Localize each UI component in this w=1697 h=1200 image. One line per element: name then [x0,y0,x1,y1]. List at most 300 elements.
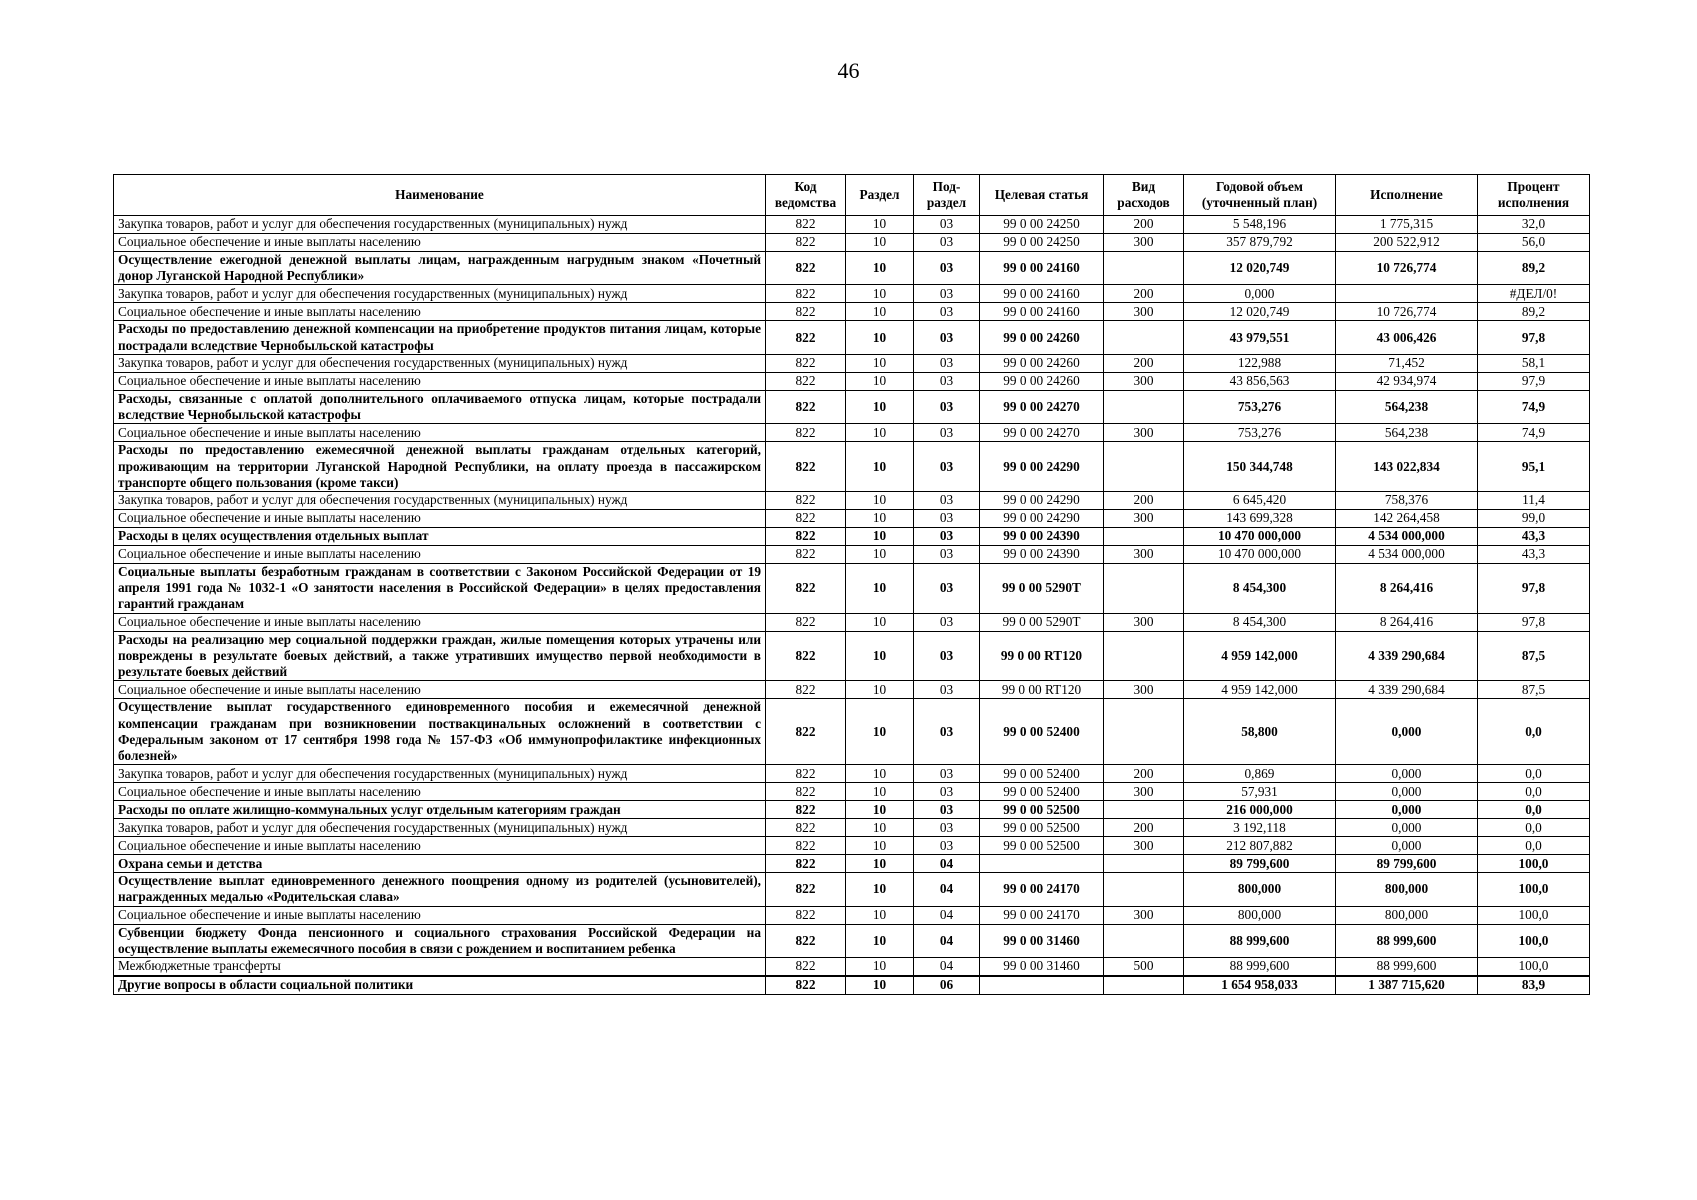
cell-expense-type [1104,631,1184,681]
cell-expense-type [1104,563,1184,613]
cell-execution: 0,000 [1336,837,1478,855]
table-row [114,873,1590,906]
cell-plan: 0,869 [1184,765,1336,783]
cell-target: 99 0 00 52500 [980,801,1104,819]
cell-execution: 88 999,600 [1336,958,1478,977]
table-body [114,216,1590,995]
budget-table [113,174,1590,995]
cell-subsection: 04 [914,855,980,873]
cell-expense-type [1104,527,1184,545]
cell-percent: 99,0 [1478,509,1590,527]
cell-execution: 800,000 [1336,906,1478,924]
cell-subsection: 03 [914,837,980,855]
cell-name: Межбюджетные трансферты [114,958,766,977]
cell-target: 99 0 00 RT120 [980,681,1104,699]
cell-dept-code: 822 [766,613,846,631]
cell-name: Социальное обеспечение и иные выплаты населению [114,424,766,442]
cell-execution: 4 534 000,000 [1336,527,1478,545]
cell-percent: 0,0 [1478,819,1590,837]
cell-dept-code: 822 [766,285,846,303]
table-row [114,976,1590,995]
cell-name: Социальное обеспечение и иные выплаты населению [114,509,766,527]
cell-section: 10 [846,354,914,372]
cell-percent: 74,9 [1478,390,1590,423]
cell-percent: 11,4 [1478,491,1590,509]
cell-section: 10 [846,527,914,545]
cell-percent: 56,0 [1478,234,1590,252]
cell-plan: 0,000 [1184,285,1336,303]
cell-expense-type: 300 [1104,234,1184,252]
cell-target: 99 0 00 24390 [980,527,1104,545]
cell-target: 99 0 00 24160 [980,303,1104,321]
table-row [114,837,1590,855]
cell-name: Расходы, связанные с оплатой дополнительного оплачиваемого отпуска лицам, которые пострадали вследствие Чернобыльской катастрофы [114,390,766,423]
cell-plan: 212 807,882 [1184,837,1336,855]
cell-execution: 0,000 [1336,819,1478,837]
cell-percent: #ДЕЛ/0! [1478,285,1590,303]
header-expense-type: Вид расходов [1104,175,1184,216]
table-row [114,545,1590,563]
cell-plan: 1 654 958,033 [1184,976,1336,995]
cell-plan: 89 799,600 [1184,855,1336,873]
cell-name: Закупка товаров, работ и услуг для обеспечения государственных (муниципальных) нужд [114,354,766,372]
cell-section: 10 [846,958,914,977]
cell-dept-code: 822 [766,390,846,423]
cell-name: Расходы по предоставлению денежной компенсации на приобретение продуктов питания лицам, которые пострадали вследствие Чернобыльской катастрофы [114,321,766,354]
cell-dept-code: 822 [766,958,846,977]
cell-name: Расходы в целях осуществления отдельных выплат [114,527,766,545]
cell-name: Социальное обеспечение и иные выплаты населению [114,234,766,252]
cell-target: 99 0 00 52400 [980,783,1104,801]
cell-plan: 8 454,300 [1184,563,1336,613]
cell-target: 99 0 00 24260 [980,354,1104,372]
cell-execution: 0,000 [1336,765,1478,783]
table-row [114,783,1590,801]
cell-section: 10 [846,442,914,492]
cell-dept-code: 822 [766,765,846,783]
cell-expense-type: 200 [1104,765,1184,783]
cell-target: 99 0 00 5290Т [980,613,1104,631]
cell-section: 10 [846,765,914,783]
table-row [114,354,1590,372]
cell-expense-type [1104,321,1184,354]
cell-section: 10 [846,924,914,957]
cell-dept-code: 822 [766,354,846,372]
cell-target: 99 0 00 24170 [980,873,1104,906]
cell-name: Социальное обеспечение и иные выплаты населению [114,372,766,390]
cell-subsection: 03 [914,509,980,527]
cell-dept-code: 822 [766,873,846,906]
cell-percent: 100,0 [1478,873,1590,906]
cell-target: 99 0 00 31460 [980,924,1104,957]
cell-dept-code: 822 [766,801,846,819]
cell-section: 10 [846,699,914,765]
cell-percent: 58,1 [1478,354,1590,372]
cell-plan: 10 470 000,000 [1184,545,1336,563]
table-row [114,924,1590,957]
table-row [114,321,1590,354]
cell-section: 10 [846,631,914,681]
cell-expense-type [1104,699,1184,765]
cell-plan: 10 470 000,000 [1184,527,1336,545]
cell-subsection: 03 [914,801,980,819]
table-row [114,390,1590,423]
cell-name: Охрана семьи и детства [114,855,766,873]
cell-dept-code: 822 [766,442,846,492]
header-plan: Годовой объем (уточненный план) [1184,175,1336,216]
cell-name: Социальные выплаты безработным гражданам в соответствии с Законом Российской Федерации от 19 апреля 1991 года № 1032-1 «О занятости населения в Российской Федерации» в целях предоставления гарантий гражданам [114,563,766,613]
cell-subsection: 03 [914,424,980,442]
cell-execution: 10 726,774 [1336,252,1478,285]
cell-execution: 8 264,416 [1336,563,1478,613]
cell-section: 10 [846,252,914,285]
cell-expense-type [1104,924,1184,957]
cell-target: 99 0 00 31460 [980,958,1104,977]
table-row [114,801,1590,819]
cell-plan: 753,276 [1184,390,1336,423]
table-row [114,681,1590,699]
table-row [114,285,1590,303]
cell-subsection: 03 [914,527,980,545]
cell-plan: 143 699,328 [1184,509,1336,527]
cell-subsection: 04 [914,958,980,977]
cell-target: 99 0 00 24290 [980,491,1104,509]
cell-execution: 0,000 [1336,801,1478,819]
cell-percent: 0,0 [1478,837,1590,855]
cell-subsection: 04 [914,924,980,957]
cell-target: 99 0 00 52400 [980,699,1104,765]
table-row [114,819,1590,837]
cell-expense-type: 200 [1104,285,1184,303]
cell-subsection: 03 [914,285,980,303]
cell-name: Социальное обеспечение и иные выплаты населению [114,906,766,924]
table-row [114,855,1590,873]
table-row [114,613,1590,631]
cell-plan: 150 344,748 [1184,442,1336,492]
cell-expense-type: 300 [1104,545,1184,563]
table-row [114,372,1590,390]
cell-dept-code: 822 [766,321,846,354]
cell-percent: 97,8 [1478,563,1590,613]
cell-name: Другие вопросы в области социальной политики [114,976,766,995]
cell-expense-type [1104,801,1184,819]
table-row [114,563,1590,613]
table-row [114,424,1590,442]
cell-plan: 43 979,551 [1184,321,1336,354]
cell-percent: 0,0 [1478,801,1590,819]
cell-section: 10 [846,837,914,855]
cell-dept-code: 822 [766,906,846,924]
cell-section: 10 [846,819,914,837]
cell-subsection: 03 [914,563,980,613]
cell-percent: 32,0 [1478,216,1590,234]
cell-section: 10 [846,613,914,631]
cell-plan: 12 020,749 [1184,252,1336,285]
cell-expense-type: 200 [1104,354,1184,372]
cell-dept-code: 822 [766,216,846,234]
table-row [114,765,1590,783]
cell-plan: 4 959 142,000 [1184,681,1336,699]
cell-name: Осуществление выплат единовременного денежного поощрения одному из родителей (усыновителей), награжденных медалью «Родительская слава» [114,873,766,906]
cell-dept-code: 822 [766,509,846,527]
cell-dept-code: 822 [766,424,846,442]
cell-section: 10 [846,372,914,390]
header-percent: Процент исполнения [1478,175,1590,216]
cell-name: Социальное обеспечение и иные выплаты населению [114,303,766,321]
cell-target: 99 0 00 24160 [980,252,1104,285]
table-row [114,234,1590,252]
cell-target [980,855,1104,873]
cell-section: 10 [846,681,914,699]
cell-target: 99 0 00 52500 [980,819,1104,837]
cell-dept-code: 822 [766,837,846,855]
cell-dept-code: 822 [766,699,846,765]
cell-subsection: 03 [914,372,980,390]
cell-expense-type [1104,390,1184,423]
cell-execution: 142 264,458 [1336,509,1478,527]
cell-plan: 216 000,000 [1184,801,1336,819]
cell-expense-type: 300 [1104,303,1184,321]
cell-percent: 100,0 [1478,855,1590,873]
cell-percent: 43,3 [1478,545,1590,563]
cell-expense-type [1104,976,1184,995]
table-header [114,175,1590,216]
cell-name: Расходы по оплате жилищно-коммунальных услуг отдельным категориям граждан [114,801,766,819]
cell-percent: 95,1 [1478,442,1590,492]
cell-subsection: 03 [914,252,980,285]
cell-plan: 88 999,600 [1184,924,1336,957]
cell-section: 10 [846,801,914,819]
table-row [114,216,1590,234]
cell-target: 99 0 00 24390 [980,545,1104,563]
cell-plan: 753,276 [1184,424,1336,442]
cell-name: Закупка товаров, работ и услуг для обеспечения государственных (муниципальных) нужд [114,491,766,509]
cell-percent: 89,2 [1478,303,1590,321]
cell-execution: 88 999,600 [1336,924,1478,957]
cell-target: 99 0 00 52500 [980,837,1104,855]
cell-name: Социальное обеспечение и иные выплаты населению [114,681,766,699]
cell-name: Социальное обеспечение и иные выплаты населению [114,545,766,563]
cell-target: 99 0 00 52400 [980,765,1104,783]
cell-target: 99 0 00 24250 [980,234,1104,252]
cell-percent: 89,2 [1478,252,1590,285]
table-row [114,303,1590,321]
cell-plan: 800,000 [1184,906,1336,924]
cell-percent: 100,0 [1478,906,1590,924]
cell-dept-code: 822 [766,234,846,252]
cell-plan: 4 959 142,000 [1184,631,1336,681]
cell-execution [1336,285,1478,303]
cell-percent: 100,0 [1478,958,1590,977]
cell-dept-code: 822 [766,303,846,321]
cell-name: Закупка товаров, работ и услуг для обеспечения государственных (муниципальных) нужд [114,765,766,783]
cell-percent: 43,3 [1478,527,1590,545]
cell-subsection: 03 [914,765,980,783]
cell-subsection: 04 [914,873,980,906]
cell-dept-code: 822 [766,819,846,837]
cell-target: 99 0 00 24260 [980,372,1104,390]
cell-expense-type: 200 [1104,216,1184,234]
cell-name: Закупка товаров, работ и услуг для обеспечения государственных (муниципальных) нужд [114,285,766,303]
cell-percent: 0,0 [1478,765,1590,783]
table-row [114,509,1590,527]
cell-plan: 122,988 [1184,354,1336,372]
cell-expense-type: 300 [1104,509,1184,527]
header-dept-code: Код ведомства [766,175,846,216]
cell-execution: 8 264,416 [1336,613,1478,631]
cell-name: Расходы на реализацию мер социальной поддержки граждан, жилые помещения которых утрачены или повреждены в результате боевых действий, а также утративших имущество первой необходимости в результате боевых действий [114,631,766,681]
cell-execution: 1 387 715,620 [1336,976,1478,995]
cell-expense-type: 300 [1104,906,1184,924]
cell-dept-code: 822 [766,527,846,545]
cell-expense-type [1104,442,1184,492]
cell-dept-code: 822 [766,855,846,873]
cell-expense-type: 300 [1104,783,1184,801]
cell-execution: 1 775,315 [1336,216,1478,234]
cell-section: 10 [846,491,914,509]
cell-dept-code: 822 [766,491,846,509]
cell-percent: 97,9 [1478,372,1590,390]
cell-section: 10 [846,545,914,563]
cell-target: 99 0 00 24290 [980,509,1104,527]
cell-subsection: 03 [914,234,980,252]
cell-execution: 4 339 290,684 [1336,631,1478,681]
cell-percent: 97,8 [1478,613,1590,631]
cell-section: 10 [846,390,914,423]
cell-target: 99 0 00 24290 [980,442,1104,492]
cell-dept-code: 822 [766,563,846,613]
cell-name: Социальное обеспечение и иные выплаты населению [114,837,766,855]
cell-execution: 143 022,834 [1336,442,1478,492]
cell-plan: 12 020,749 [1184,303,1336,321]
cell-expense-type: 300 [1104,837,1184,855]
cell-execution: 564,238 [1336,390,1478,423]
cell-section: 10 [846,303,914,321]
cell-subsection: 03 [914,442,980,492]
cell-section: 10 [846,783,914,801]
cell-section: 10 [846,285,914,303]
cell-expense-type: 200 [1104,819,1184,837]
cell-execution: 758,376 [1336,491,1478,509]
cell-subsection: 03 [914,321,980,354]
cell-plan: 8 454,300 [1184,613,1336,631]
cell-dept-code: 822 [766,783,846,801]
cell-execution: 42 934,974 [1336,372,1478,390]
cell-execution: 4 534 000,000 [1336,545,1478,563]
cell-plan: 6 645,420 [1184,491,1336,509]
cell-target: 99 0 00 24170 [980,906,1104,924]
cell-subsection: 03 [914,613,980,631]
cell-execution: 43 006,426 [1336,321,1478,354]
cell-name: Социальное обеспечение и иные выплаты населению [114,783,766,801]
cell-name: Осуществление ежегодной денежной выплаты лицам, награжденным нагрудным знаком «Почетный донор Луганской Народной Республики» [114,252,766,285]
cell-subsection: 03 [914,819,980,837]
cell-subsection: 03 [914,390,980,423]
cell-expense-type [1104,855,1184,873]
cell-execution: 564,238 [1336,424,1478,442]
cell-plan: 43 856,563 [1184,372,1336,390]
cell-expense-type [1104,252,1184,285]
header-execution: Исполнение [1336,175,1478,216]
cell-percent: 83,9 [1478,976,1590,995]
cell-subsection: 06 [914,976,980,995]
cell-plan: 800,000 [1184,873,1336,906]
cell-plan: 3 192,118 [1184,819,1336,837]
cell-dept-code: 822 [766,976,846,995]
cell-execution: 800,000 [1336,873,1478,906]
table-row [114,958,1590,977]
cell-subsection: 03 [914,491,980,509]
cell-percent: 87,5 [1478,681,1590,699]
cell-execution: 0,000 [1336,699,1478,765]
table-row [114,527,1590,545]
table-row [114,252,1590,285]
cell-expense-type: 300 [1104,613,1184,631]
cell-target: 99 0 00 5290Т [980,563,1104,613]
cell-percent: 97,8 [1478,321,1590,354]
cell-execution: 10 726,774 [1336,303,1478,321]
cell-section: 10 [846,563,914,613]
cell-percent: 100,0 [1478,924,1590,957]
cell-section: 10 [846,873,914,906]
cell-dept-code: 822 [766,924,846,957]
cell-subsection: 04 [914,906,980,924]
cell-section: 10 [846,976,914,995]
cell-subsection: 03 [914,783,980,801]
cell-name: Закупка товаров, работ и услуг для обеспечения государственных (муниципальных) нужд [114,216,766,234]
table-row [114,906,1590,924]
cell-target: 99 0 00 24160 [980,285,1104,303]
cell-plan: 357 879,792 [1184,234,1336,252]
header-section: Раздел [846,175,914,216]
cell-section: 10 [846,424,914,442]
cell-section: 10 [846,321,914,354]
cell-execution: 0,000 [1336,783,1478,801]
cell-name: Субвенции бюджету Фонда пенсионного и социального страхования Российской Федерации на осуществление выплаты ежемесячного пособия в связи с рождением и воспитанием ребенка [114,924,766,957]
cell-expense-type: 200 [1104,491,1184,509]
cell-subsection: 03 [914,681,980,699]
cell-plan: 58,800 [1184,699,1336,765]
cell-expense-type: 300 [1104,372,1184,390]
table-row [114,631,1590,681]
cell-target: 99 0 00 24260 [980,321,1104,354]
cell-subsection: 03 [914,216,980,234]
cell-target [980,976,1104,995]
cell-percent: 74,9 [1478,424,1590,442]
cell-section: 10 [846,855,914,873]
cell-expense-type: 300 [1104,424,1184,442]
cell-percent: 0,0 [1478,699,1590,765]
cell-subsection: 03 [914,303,980,321]
table-row [114,442,1590,492]
cell-execution: 71,452 [1336,354,1478,372]
table-row [114,491,1590,509]
page-number: 46 [837,58,860,83]
cell-name: Осуществление выплат государственного единовременного пособия и ежемесячной денежной компенсации гражданам при возникновении поствакцинальных осложнений в соответствии с Федеральным законом от 17 сентября 1998 года № 157-ФЗ «Об иммунопрофилактике инфекционных болезней» [114,699,766,765]
cell-name: Закупка товаров, работ и услуг для обеспечения государственных (муниципальных) нужд [114,819,766,837]
cell-expense-type: 300 [1104,681,1184,699]
cell-dept-code: 822 [766,372,846,390]
cell-execution: 200 522,912 [1336,234,1478,252]
cell-percent: 0,0 [1478,783,1590,801]
cell-subsection: 03 [914,354,980,372]
cell-target: 99 0 00 RT120 [980,631,1104,681]
cell-target: 99 0 00 24270 [980,390,1104,423]
cell-subsection: 03 [914,699,980,765]
cell-subsection: 03 [914,631,980,681]
cell-section: 10 [846,234,914,252]
cell-dept-code: 822 [766,681,846,699]
